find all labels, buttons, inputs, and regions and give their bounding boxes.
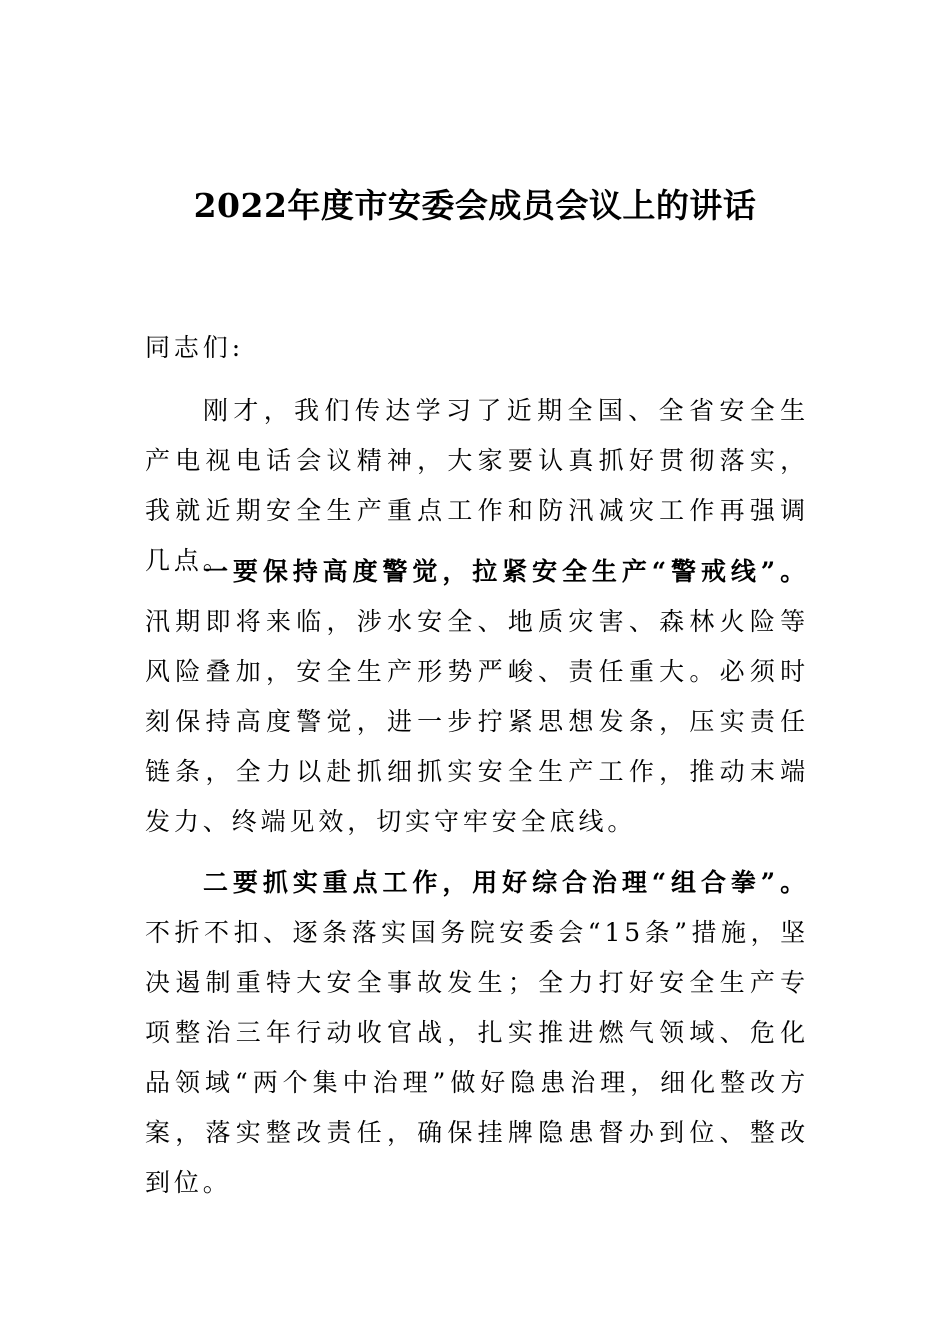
paragraph-1-text: 刚才，我们传达学习了近期全国、全省安全生产电视电话会议精神，大家要认真抓好贯彻落实，我就近期安全生产重点工作和防汛减灾工作再强调几点。 (145, 396, 809, 575)
paragraph-2 (145, 547, 809, 847)
paragraph-3-text: 不折不扣、逐条落实国务院安委会“15条”措施，坚决遏制重特大安全事故发生；全力打好安全生产专项整治三年行动收官战，扎实推进燃气领域、危化品领域“两个集中治理”做好隐患治理，细化整改方案，落实整改责任，确保挂牌隐患督办到位、整改到位。 (145, 918, 809, 1197)
paragraph-3 (145, 858, 809, 1208)
salutation: 同志们: (145, 333, 245, 362)
paragraph-3-lead: 二要抓实重点工作，用好综合治理“组合拳”。 (203, 868, 809, 897)
document-title: 2022年度市安委会成员会议上的讲话 (193, 186, 757, 225)
paragraph-2-text: 汛期即将来临，涉水安全、地质灾害、森林火险等风险叠加，安全生产形势严峻、责任重大。必须时刻保持高度警觉，进一步拧紧思想发条，压实责任链条，全力以赴抓细抓实安全生产工作，推动末端发力、终端见效，切实守牢安全底线。 (145, 607, 809, 836)
paragraph-2-lead: 一要保持高度警觉，拉紧安全生产“警戒线”。 (203, 557, 809, 586)
